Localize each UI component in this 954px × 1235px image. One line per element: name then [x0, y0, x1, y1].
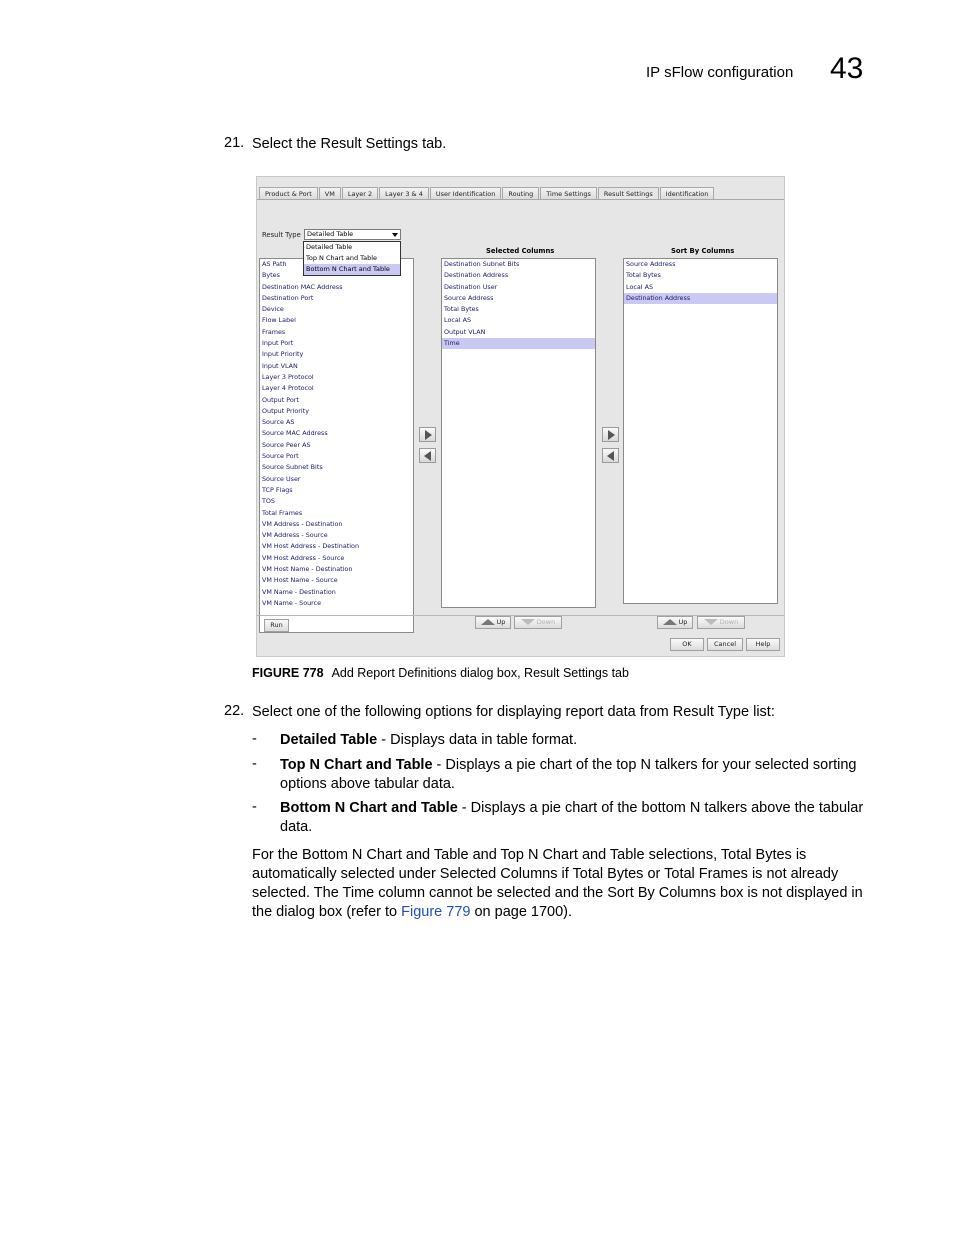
list-item[interactable]: Destination MAC Address: [262, 282, 343, 291]
sort-up-button[interactable]: Up: [657, 616, 693, 629]
remove-sort-column-button[interactable]: [602, 448, 619, 463]
tab-user-identification[interactable]: User Identification: [430, 187, 502, 200]
down-arrow-icon: [704, 619, 718, 625]
list-item[interactable]: Destination User: [444, 282, 498, 291]
list-item[interactable]: Source Peer AS: [262, 440, 311, 449]
bullet-dash: -: [252, 799, 257, 815]
list-item[interactable]: Output VLAN: [444, 327, 486, 336]
list-item[interactable]: Device: [262, 305, 284, 314]
list-item[interactable]: Local AS: [626, 282, 654, 291]
ok-button[interactable]: OK: [670, 638, 704, 651]
sort-by-columns-header: Sort By Columns: [671, 247, 735, 255]
up-arrow-icon: [663, 619, 677, 625]
list-item[interactable]: VM Host Name - Source: [262, 576, 338, 585]
tab-routing[interactable]: Routing: [502, 187, 539, 200]
selected-columns-list[interactable]: [441, 258, 596, 608]
arrow-left-icon: [424, 451, 431, 461]
tab-layer-3-4[interactable]: Layer 3 & 4: [379, 187, 429, 200]
list-item[interactable]: Total Bytes: [626, 271, 661, 280]
selected-columns-header: Selected Columns: [486, 247, 555, 255]
tab-identification[interactable]: Identification: [660, 187, 715, 200]
add-report-definitions-dialog: [256, 176, 785, 657]
list-item[interactable]: Destination Subnet Bits: [444, 260, 520, 268]
list-item[interactable]: TCP Flags: [262, 485, 293, 494]
explanation-paragraph: For the Bottom N Chart and Table and Top N Chart and Table selections, Total Bytes is automatically selected under Selected Columns if Total Bytes or Total Frames is not already selected. The Time column cannot be selected and the Sort By Columns box is not displayed in the dialog box (refer to Figure 779 on page 1700).: [252, 847, 863, 920]
bullet-dash: -: [252, 731, 257, 747]
step-number: 22.: [224, 703, 245, 719]
list-item[interactable]: Destination Port: [262, 293, 314, 302]
list-item[interactable]: Bytes: [262, 271, 280, 280]
result-type-option[interactable]: Detailed Table: [306, 243, 353, 251]
list-item[interactable]: Input Port: [262, 339, 294, 348]
list-item[interactable]: Output Priority: [262, 406, 309, 415]
list-item[interactable]: Source Port: [262, 452, 299, 461]
step-21-text: Select the Result Settings tab.: [252, 136, 447, 152]
selected-up-button[interactable]: Up: [475, 616, 511, 629]
list-item[interactable]: Total Frames: [262, 508, 303, 517]
result-type-select[interactable]: Detailed Table: [304, 229, 401, 240]
list-item[interactable]: Destination Address: [444, 271, 509, 280]
remove-column-button[interactable]: [419, 448, 436, 463]
arrow-right-icon: [425, 430, 432, 440]
list-item[interactable]: Source Address: [444, 293, 494, 302]
result-type-dropdown: [303, 241, 401, 276]
figure-caption: FIGURE 778 Add Report Definitions dialog box, Result Settings tab: [252, 666, 629, 680]
list-item[interactable]: VM Name - Source: [262, 598, 322, 607]
bullet-dash: -: [252, 756, 257, 772]
list-item[interactable]: VM Host Name - Destination: [262, 565, 353, 574]
sort-by-columns-list[interactable]: [623, 258, 778, 604]
tab-result-settings[interactable]: Result Settings: [598, 187, 659, 200]
add-column-button[interactable]: [419, 427, 436, 442]
list-item[interactable]: Layer 3 Protocol: [262, 372, 314, 381]
list-item[interactable]: Output Port: [262, 395, 299, 404]
list-item[interactable]: Frames: [262, 327, 286, 336]
list-item[interactable]: Layer 4 Protocol: [262, 384, 314, 393]
list-item[interactable]: Input Priority: [262, 350, 304, 359]
list-item[interactable]: VM Host Address - Source: [262, 553, 345, 562]
list-item[interactable]: VM Address - Destination: [262, 519, 343, 528]
figure-779-link[interactable]: Figure 779: [401, 904, 471, 920]
list-item[interactable]: Source Address: [626, 260, 676, 268]
list-item[interactable]: Source User: [262, 474, 301, 483]
result-type-label: Result Type: [262, 231, 301, 239]
add-sort-column-button[interactable]: [602, 427, 619, 442]
chevron-down-icon: [392, 233, 398, 237]
cancel-button[interactable]: Cancel: [707, 638, 743, 651]
list-item[interactable]: TOS: [262, 497, 275, 506]
list-item[interactable]: Input VLAN: [262, 361, 298, 370]
step-number: 21.: [224, 135, 245, 151]
step-22-text: Select one of the following options for displaying report data from Result Type list:: [252, 704, 775, 720]
arrow-right-icon: [608, 430, 615, 440]
up-arrow-icon: [481, 619, 495, 625]
list-item[interactable]: VM Address - Source: [262, 531, 328, 540]
list-item[interactable]: Time: [442, 338, 595, 349]
bullet-top-n: Top N Chart and Table - Displays a pie chart of the top N talkers for your selected sorting options above tabular data.: [280, 757, 857, 792]
list-item[interactable]: VM Name - Destination: [262, 587, 336, 596]
run-button[interactable]: Run: [264, 619, 289, 632]
result-type-option[interactable]: Bottom N Chart and Table: [304, 264, 400, 275]
tab-product-port[interactable]: Product & Port: [259, 187, 318, 200]
help-button[interactable]: Help: [746, 638, 780, 651]
chapter-number: 43: [830, 52, 864, 85]
sort-down-button[interactable]: Down: [697, 616, 745, 629]
bullet-bottom-n: Bottom N Chart and Table - Displays a pie chart of the bottom N talkers above the tabular data.: [280, 800, 864, 835]
tab-time-settings[interactable]: Time Settings: [540, 187, 597, 200]
running-header-title: IP sFlow configuration: [646, 64, 794, 81]
list-item[interactable]: Source Subnet Bits: [262, 463, 323, 472]
down-arrow-icon: [521, 619, 535, 625]
tab-layer-2[interactable]: Layer 2: [342, 187, 378, 200]
arrow-left-icon: [607, 451, 614, 461]
list-item[interactable]: Total Bytes: [444, 305, 479, 314]
list-item[interactable]: Destination Address: [624, 293, 777, 304]
list-item[interactable]: VM Host Address - Destination: [262, 542, 359, 551]
list-item[interactable]: Flow Label: [262, 316, 296, 325]
list-item[interactable]: Source MAC Address: [262, 429, 328, 438]
available-columns-list[interactable]: [259, 258, 414, 633]
list-item[interactable]: Local AS: [444, 316, 472, 325]
result-type-option[interactable]: Top N Chart and Table: [306, 254, 377, 262]
bullet-detailed-table: Detailed Table - Displays data in table format.: [280, 732, 578, 748]
tab-vm[interactable]: VM: [319, 187, 341, 200]
selected-down-button[interactable]: Down: [514, 616, 562, 629]
list-item[interactable]: Source AS: [262, 418, 295, 427]
list-item[interactable]: AS Path: [262, 260, 287, 268]
